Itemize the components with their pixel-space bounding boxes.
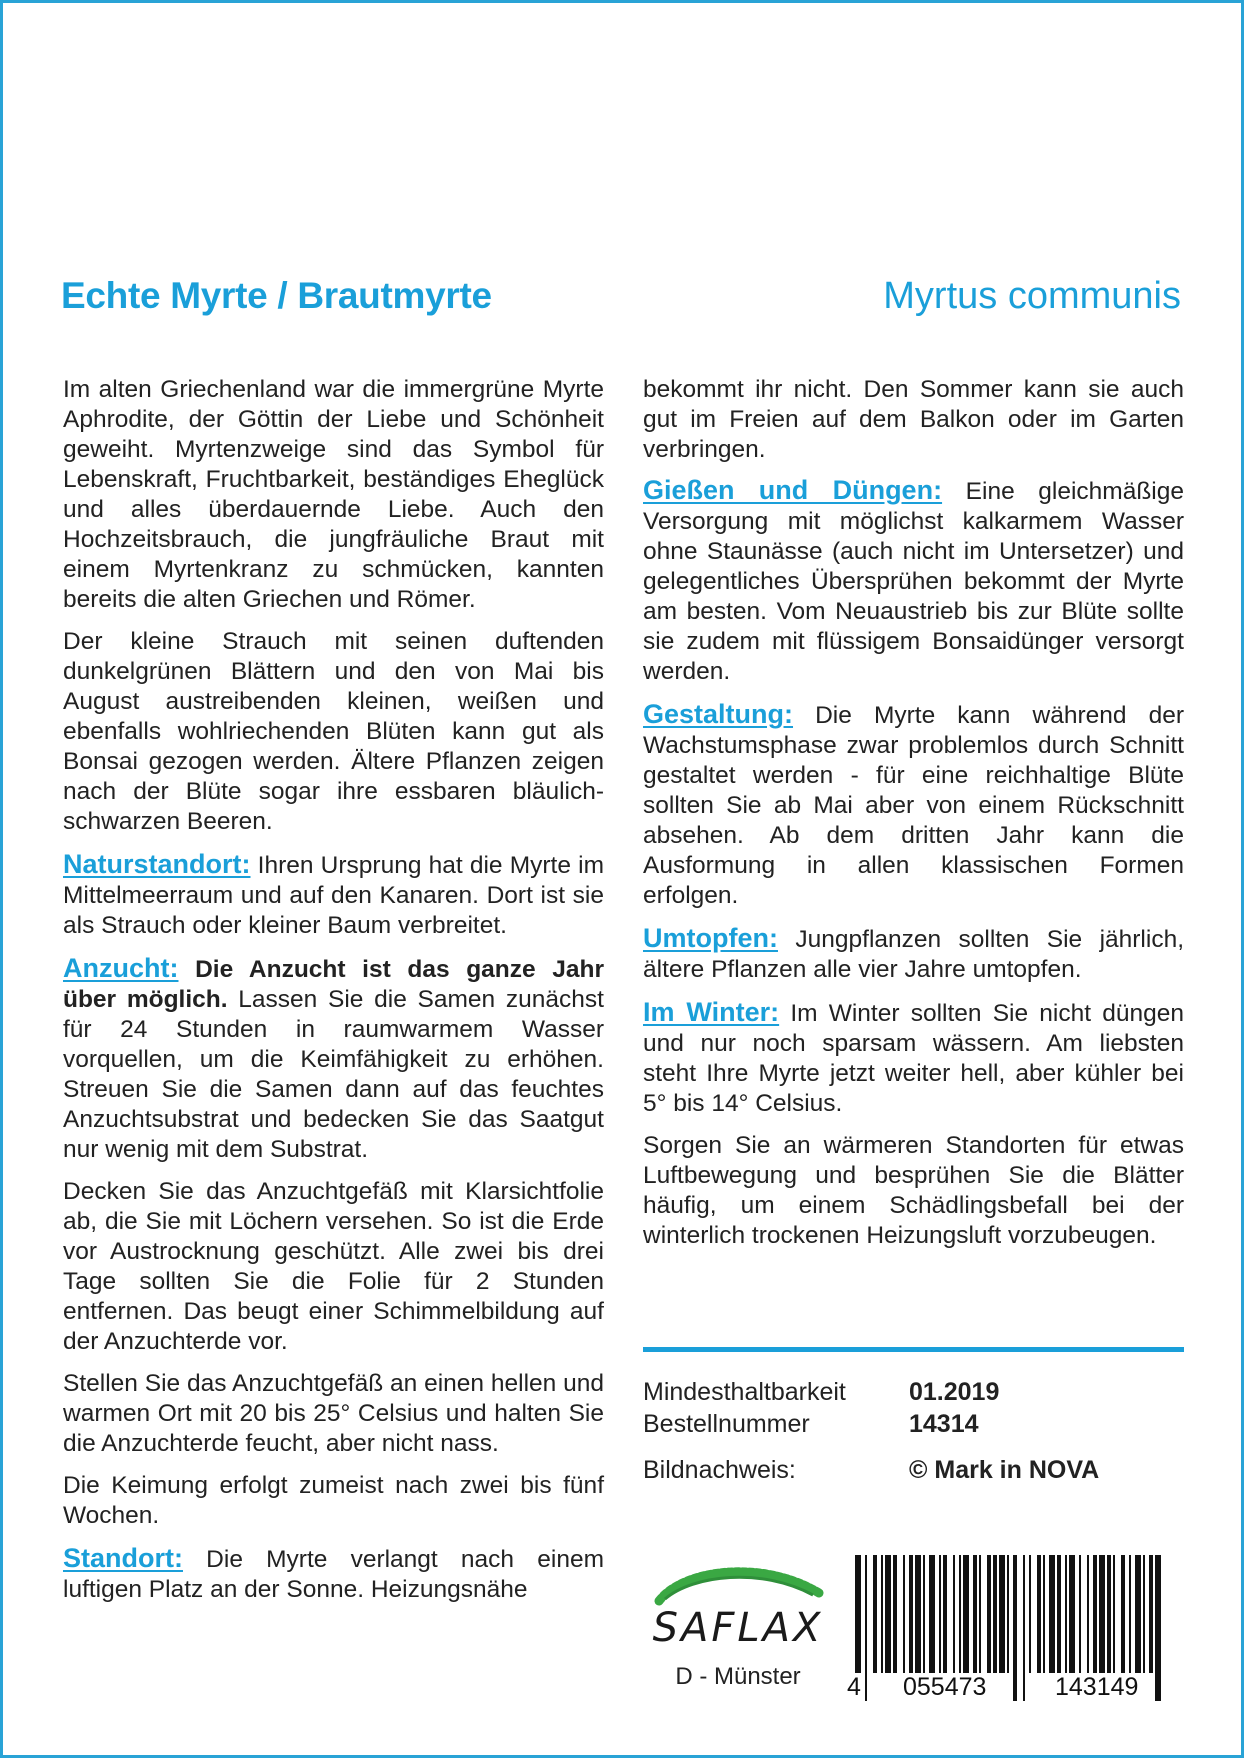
best-before-label: Mindesthaltbarkeit bbox=[643, 1378, 846, 1406]
location-continuation: bekommt ihr nicht. Den Sommer kann sie auch gut im Freien auf dem Balkon oder im Garten verbringen. bbox=[643, 376, 1184, 463]
barcode-bar bbox=[939, 1555, 941, 1673]
barcode-bar bbox=[865, 1555, 867, 1701]
watering-section bbox=[643, 475, 1184, 687]
barcode-bar bbox=[1155, 1555, 1161, 1701]
barcode-bar bbox=[959, 1555, 961, 1673]
barcode-bar bbox=[909, 1555, 913, 1673]
shaping-text: Die Myrte kann während der Wachstumsphase zwar problemlos durch Schnitt gestaltet werden - für eine reichhaltige Blüte sollten Sie ab Mai aber von einem Rückschnitt absehen. Ab dem dritten Jahr kann die Ausformung in allen klassischen Formen erfolgen. bbox=[643, 702, 1184, 909]
barcode-bar bbox=[1099, 1555, 1105, 1673]
barcode-bar bbox=[1093, 1555, 1097, 1673]
product-title-latin: Myrtus communis bbox=[883, 275, 1181, 317]
winter-heading: Im Winter: bbox=[643, 997, 780, 1027]
watering-text: Eine gleichmäßige Versorgung mit möglichst kalkarmem Wasser ohne Staunässe (auch nicht im Untersetzer) und gelegentliches Übersprühen bekommt der Myrte am besten. Vom Neuaustrieb bis zur Blüte sollte sie zudem mit flüssigem Bonsaidünger versorgt werden. bbox=[643, 478, 1184, 685]
natural-habitat-section bbox=[63, 849, 604, 941]
repotting-heading: Umtopfen: bbox=[643, 923, 778, 953]
brand-location: D - Münster bbox=[675, 1663, 801, 1690]
natural-habitat-text: Ihren Ursprung hat die Myrte im Mittelmeerraum und auf den Kanaren. Dort ist sie als Strauch oder kleiner Baum verbreitet. bbox=[63, 852, 604, 939]
info-divider bbox=[643, 1347, 1184, 1352]
barcode-bar bbox=[973, 1555, 977, 1673]
barcode-bar bbox=[1023, 1555, 1025, 1701]
barcode-bar bbox=[1135, 1555, 1141, 1673]
barcode-bar bbox=[915, 1555, 921, 1673]
barcode-bar bbox=[1149, 1555, 1153, 1673]
barcode-digit-first: 4 bbox=[847, 1673, 861, 1701]
barcode-bar bbox=[943, 1555, 947, 1673]
natural-habitat-heading: Naturstandort: bbox=[63, 849, 251, 879]
barcode-bar bbox=[1057, 1555, 1061, 1673]
barcode-bar bbox=[1065, 1555, 1067, 1673]
barcode-bar bbox=[1007, 1555, 1009, 1673]
barcode-bar bbox=[903, 1555, 905, 1673]
cultivation-bold-text: Die Anzucht ist das ganze Jahr über möglich. bbox=[63, 956, 604, 1013]
barcode-bar bbox=[1113, 1555, 1115, 1673]
repotting-section bbox=[643, 923, 1184, 985]
placement-paragraph: Stellen Sie das Anzuchtgefäß an einen hellen und warmen Ort mit 20 bis 25° Celsius und halten Sie die Anzuchterde feucht, aber nicht nass. bbox=[63, 1370, 604, 1457]
pest-prevention-paragraph: Sorgen Sie an wärmeren Standorten für etwas Luftbewegung und besprühen Sie die Blätter häufig, um einem Schädlingsbefall bei der winterlich trockenen Heizungsluft vorzubeugen. bbox=[643, 1132, 1184, 1249]
order-number-label: Bestellnummer bbox=[643, 1410, 810, 1438]
best-before-value: 01.2019 bbox=[909, 1378, 1000, 1406]
cultivation-text: Lassen Sie die Samen zunächst für 24 Stunden in raumwarmem Wasser vorquellen, um die Keimfähigkeit zu erhöhen. Streuen Sie die Samen dann auf das feuchtes Anzuchtsubstrat und bedecken Sie das Saatgut nur wenig mit dem Substrat. bbox=[63, 986, 604, 1163]
barcode-bar bbox=[923, 1555, 925, 1673]
barcode-bar bbox=[885, 1555, 891, 1673]
barcode-bar bbox=[1069, 1555, 1075, 1673]
barcode-bar bbox=[1079, 1555, 1081, 1673]
barcode-bar bbox=[993, 1555, 997, 1673]
right-column bbox=[643, 375, 1184, 1263]
barcode-bar bbox=[1143, 1555, 1145, 1673]
barcode-bar bbox=[1107, 1555, 1111, 1673]
image-credit-label: Bildnachweis: bbox=[643, 1456, 796, 1484]
barcode-bar bbox=[1037, 1555, 1041, 1673]
repotting-text: Jungpflanzen sollten Sie jährlich, ältere Pflanzen alle vier Jahre umtopfen. bbox=[643, 926, 1184, 983]
winter-section bbox=[643, 997, 1184, 1119]
barcode-bar bbox=[881, 1555, 883, 1673]
barcode-group-right: 143149 bbox=[1055, 1673, 1139, 1701]
barcode-group-left: 055473 bbox=[903, 1673, 987, 1701]
location-heading: Standort: bbox=[63, 1543, 183, 1573]
barcode-bar bbox=[1087, 1555, 1089, 1673]
shaping-section bbox=[643, 699, 1184, 911]
product-title-german: Echte Myrte / Brautmyrte bbox=[61, 275, 492, 316]
saflax-logo bbox=[643, 1559, 833, 1699]
intro-paragraph: Im alten Griechenland war die immergrüne Myrte Aphrodite, der Göttin der Liebe und Schönheit geweiht. Myrtenzweige sind das Symbol für Lebenskraft, Fruchtbarkeit, beständiges Eheglück und alles überdauernde Liebe. Auch den Hochzeitsbrauch, die jungfräuliche Braut mit einem Myrtenkranz zu schmücken, kannten bereits die alten Griechen und Römer. bbox=[63, 376, 604, 613]
brand-name: SAFLAX bbox=[652, 1605, 824, 1651]
barcode-bar bbox=[963, 1555, 969, 1673]
shaping-heading: Gestaltung: bbox=[643, 699, 794, 729]
barcode-bar bbox=[893, 1555, 897, 1673]
cultivation-section bbox=[63, 953, 604, 1165]
description-paragraph: Der kleine Strauch mit seinen duftenden dunkelgrünen Blättern und den von Mai bis August austreibenden kleinen, weißen und ebenfalls wohlriechenden Blüten kann gut als Bonsai gezogen werden. Ältere Pflanzen zeigen nach der Blüte sogar ihre essbaren bläulich-schwarzen Beeren. bbox=[63, 628, 604, 835]
barcode-bar bbox=[999, 1555, 1005, 1673]
barcode-bar bbox=[929, 1555, 935, 1673]
barcode-bar bbox=[1013, 1555, 1017, 1701]
barcode-bar bbox=[1129, 1555, 1131, 1673]
barcode-bar bbox=[1121, 1555, 1125, 1673]
barcode-bar bbox=[953, 1555, 955, 1673]
ean-barcode bbox=[847, 1555, 1187, 1701]
barcode-bar bbox=[1043, 1555, 1045, 1673]
barcode-bar bbox=[979, 1555, 981, 1673]
barcode-bar bbox=[1029, 1555, 1031, 1673]
cultivation-heading: Anzucht: bbox=[63, 953, 179, 983]
cover-paragraph: Decken Sie das Anzuchtgefäß mit Klarsichtfolie ab, die Sie mit Löchern versehen. So ist die Erde vor Austrocknung geschützt. Alle zwei bis drei Tage sollten Sie die Folie für 2 Stunden entfernen. Das beugt einer Schimmelbildung auf der Anzuchterde vor. bbox=[63, 1178, 604, 1355]
barcode-bar bbox=[873, 1555, 877, 1673]
order-number-value: 14314 bbox=[909, 1410, 979, 1438]
barcode-bar bbox=[1049, 1555, 1055, 1673]
barcode-bar bbox=[987, 1555, 991, 1673]
watering-heading: Gießen und Düngen: bbox=[643, 475, 943, 505]
winter-text: Im Winter sollten Sie nicht düngen und nur noch sparsam wässern. Am liebsten steht Ihre Myrte jetzt weiter hell, aber kühler bei 5° bis 14° Celsius. bbox=[643, 1000, 1184, 1117]
location-text: Die Myrte verlangt nach einem luftigen Platz an der Sonne. Heizungsnähe bbox=[63, 1546, 604, 1603]
left-column bbox=[63, 375, 604, 1617]
germination-paragraph: Die Keimung erfolgt zumeist nach zwei bis fünf Wochen. bbox=[63, 1472, 604, 1529]
location-section bbox=[63, 1543, 604, 1605]
image-credit-value: © Mark in NOVA bbox=[909, 1456, 1100, 1484]
